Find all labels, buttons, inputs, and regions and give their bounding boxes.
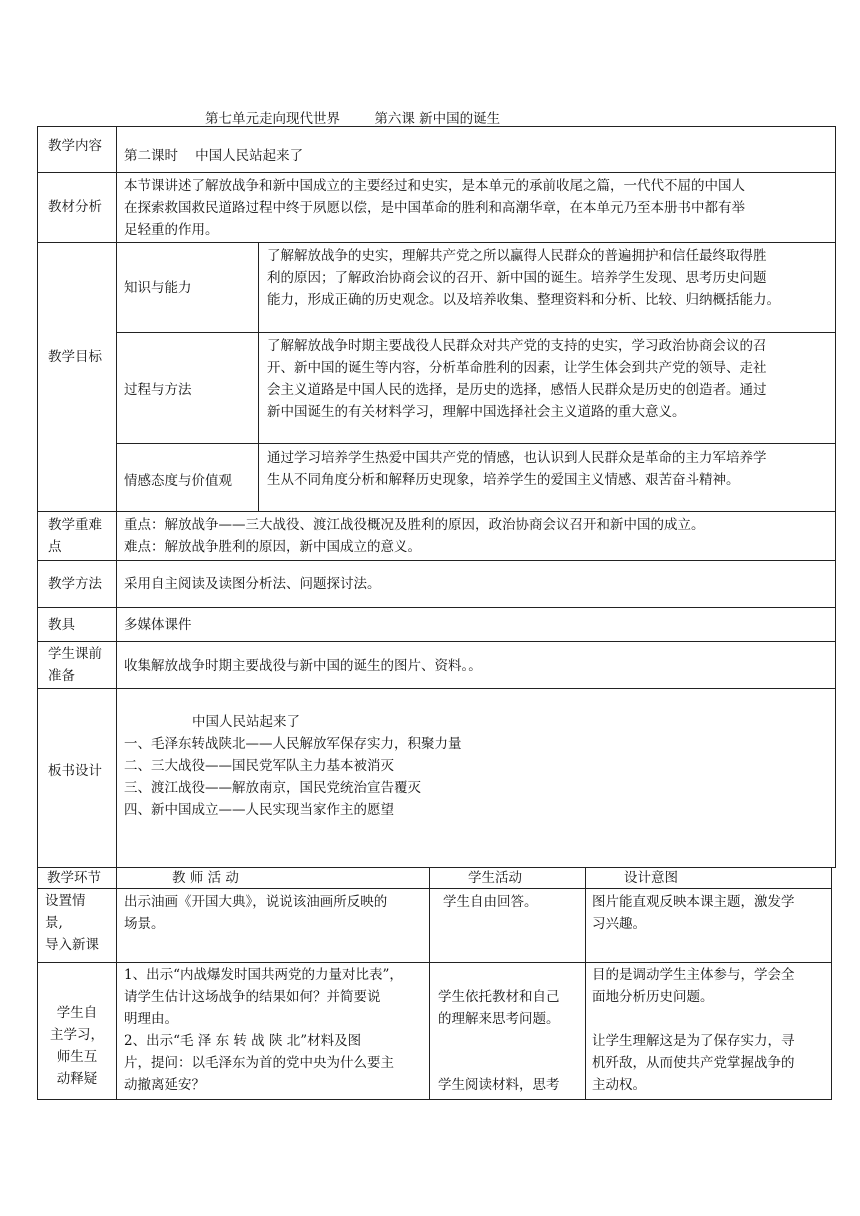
emotion-line: 通过学习培养学生热爱中国共产党的情感，也认识到人民群众是革命的主力军培养学 [267,450,767,466]
process-col-divider [116,868,117,1100]
process-row-divider [37,962,832,963]
process-line: 新中国诞生的有关材料学习，理解中国选择社会主义道路的重大意义。 [267,404,686,420]
emotion-label: 情感态度与价值观 [124,473,232,489]
label-column-divider [116,126,117,868]
board-heading: 中国人民站起来了 [192,714,300,730]
method-value: 采用自主阅读及读图分析法、问题探讨法。 [124,576,381,592]
row-divider [37,242,836,243]
process-text [267,335,767,423]
process-line: 了解解放战争时期主要战役人民群众对共产党的支持的史实，学习政治协商会议的召 [267,338,767,354]
row1-intent [592,891,795,935]
knowledge-label: 知识与能力 [124,280,192,296]
teacher-line: 场景。 [124,916,165,932]
process-col-divider [585,868,586,1100]
analysis-line: 足轻重的作用。 [124,222,219,238]
intent-line: 面地分析历史问题。 [592,989,714,1005]
keypoints-label-line: 教学重难 [48,517,102,533]
header-student: 学生活动 [468,870,522,886]
row2-intent-2 [592,1030,795,1096]
row1-stage [45,890,99,956]
analysis-text [124,175,745,241]
row1-teacher [124,891,387,935]
process-line: 开、新中国的诞生等内容，分析革命胜利的因素，让学生体会到共产党的领导、走社 [267,360,767,376]
emotion-line: 生从不同角度分析和解释历史现象，培养学生的爱国主义情感、艰苦奋斗精神。 [267,472,740,488]
process-col-divider [429,868,430,1100]
row2-student-2: 学生阅读材料，思考 [438,1077,560,1093]
knowledge-line: 了解解放战争的史实，理解共产党之所以赢得人民群众的普遍拥护和信任最终取得胜 [267,248,767,264]
keypoints-label-line: 点 [48,539,62,555]
analysis-line: 在探索救国救民道路过程中终于夙愿以偿，是中国革命的胜利和高潮华章，在本单元乃至本册书中都有举 [124,200,745,216]
content-value: 第二课时 中国人民站起来了 [124,148,304,164]
important-point: 重点：解放战争——三大战役、渡江战役概况及胜利的原因，政治协商会议召开和新中国的成立。 [124,517,705,533]
process-row-divider [37,888,832,889]
keypoints-label [48,514,102,558]
board-line: 二、三大战役——国民党军队主力基本被消灭 [124,758,394,774]
prep-label [48,643,102,687]
board-line: 四、新中国成立——人民实现当家作主的愿望 [124,802,394,818]
keypoints-text [124,514,705,558]
knowledge-line: 利的原因；了解政治协商会议的召开、新中国的诞生。培养学生发现、思考历史问题 [267,270,767,286]
teacher-line: 出示油画《开国大典》，说说该油画所反映的 [124,894,388,910]
document-title [205,107,500,127]
stage-line: 师生互 [56,1049,98,1065]
stage-line: 主学习， [50,1027,104,1043]
board-line: 一、毛泽东转战陕北——人民解放军保存实力，积聚力量 [124,736,462,752]
board-line: 三、渡江战役——解放南京，国民党统治宣告覆灭 [124,780,421,796]
analysis-line: 本节课讲述了解放战争和新中国成立的主要经过和史实，是本单元的承前收尾之篇，一代代不屈的中国人 [124,178,745,194]
knowledge-line: 能力，形成正确的历史观念。以及培养收集、整理资料和分析、比较、归纳概括能力。 [267,292,780,308]
teacher-line: 动撤离延安？ [124,1077,205,1093]
row-divider [37,560,836,561]
teacher-line: 1、出示“内战爆发时国共两党的力量对比表”， [124,967,403,983]
row2-stage [38,1002,116,1090]
content-label: 教学内容 [48,138,102,154]
row-divider [37,511,836,512]
student-line: 学生依托教材和自己 [438,989,560,1005]
intent-line: 让学生理解这是为了保存实力，寻 [592,1033,795,1049]
stage-line: 导入新课 [45,937,99,953]
method-label: 教学方法 [48,576,102,592]
teacher-line: 请学生估计这场战争的结果如何？并简要说 [124,989,381,1005]
goals-subrow-divider [116,443,836,444]
board-text [124,733,462,821]
lesson-title: 第六课 新中国的诞生 [374,111,501,127]
process-label: 过程与方法 [124,382,192,398]
header-teacher: 教 师 活 动 [172,870,239,886]
row1-student: 学生自由回答。 [443,894,538,910]
tools-value: 多媒体课件 [124,617,192,633]
intent-line: 目的是调动学生主体参与，学会全 [592,967,795,983]
teacher-line: 明理由。 [124,1011,178,1027]
intent-line: 机歼敌，从而使共产党掌握战争的 [592,1055,795,1071]
row-divider [37,641,836,642]
header-intent: 设计意图 [624,870,678,886]
process-line: 会主义道路是中国人民的选择，是历史的选择，感悟人民群众是历史的创造者。通过 [267,382,767,398]
intent-line: 主动权。 [592,1077,646,1093]
board-label: 板书设计 [48,763,102,779]
stage-line: 设置情 [45,893,86,909]
teacher-line: 片，提问：以毛泽东为首的党中央为什么要主 [124,1055,394,1071]
row-divider [37,688,836,689]
tools-label: 教具 [48,617,75,633]
stage-line: 学生自 [56,1005,98,1021]
goals-subdivider [258,242,259,511]
row2-intent-1 [592,964,795,1008]
row2-teacher [124,964,403,1096]
knowledge-text [267,245,780,311]
prep-label-line: 准备 [48,668,75,684]
student-line: 的理解来思考问题。 [438,1011,560,1027]
prep-value: 收集解放战争时期主要战役与新中国的诞生的图片、资料。。 [124,658,482,674]
stage-line: 景, [45,915,63,931]
row-divider [37,607,836,608]
header-stage: 教学环节 [47,870,101,886]
row-divider [37,172,836,173]
goals-label: 教学目标 [48,349,102,365]
stage-line: 动释疑 [56,1071,98,1087]
analysis-label: 教材分析 [48,199,102,215]
intent-line: 图片能直观反映本课主题，激发学 [592,894,795,910]
row2-student-1 [438,986,560,1030]
unit-title: 第七单元走向现代世界 [205,111,340,127]
difficult-point: 难点：解放战争胜利的原因，新中国成立的意义。 [124,539,421,555]
prep-label-line: 学生课前 [48,646,102,662]
goals-subrow-divider [116,332,836,333]
emotion-text [267,447,767,491]
teacher-line: 2、出示“毛 泽 东 转 战 陕 北”材料及图 [124,1033,362,1049]
intent-line: 习兴趣。 [592,916,646,932]
